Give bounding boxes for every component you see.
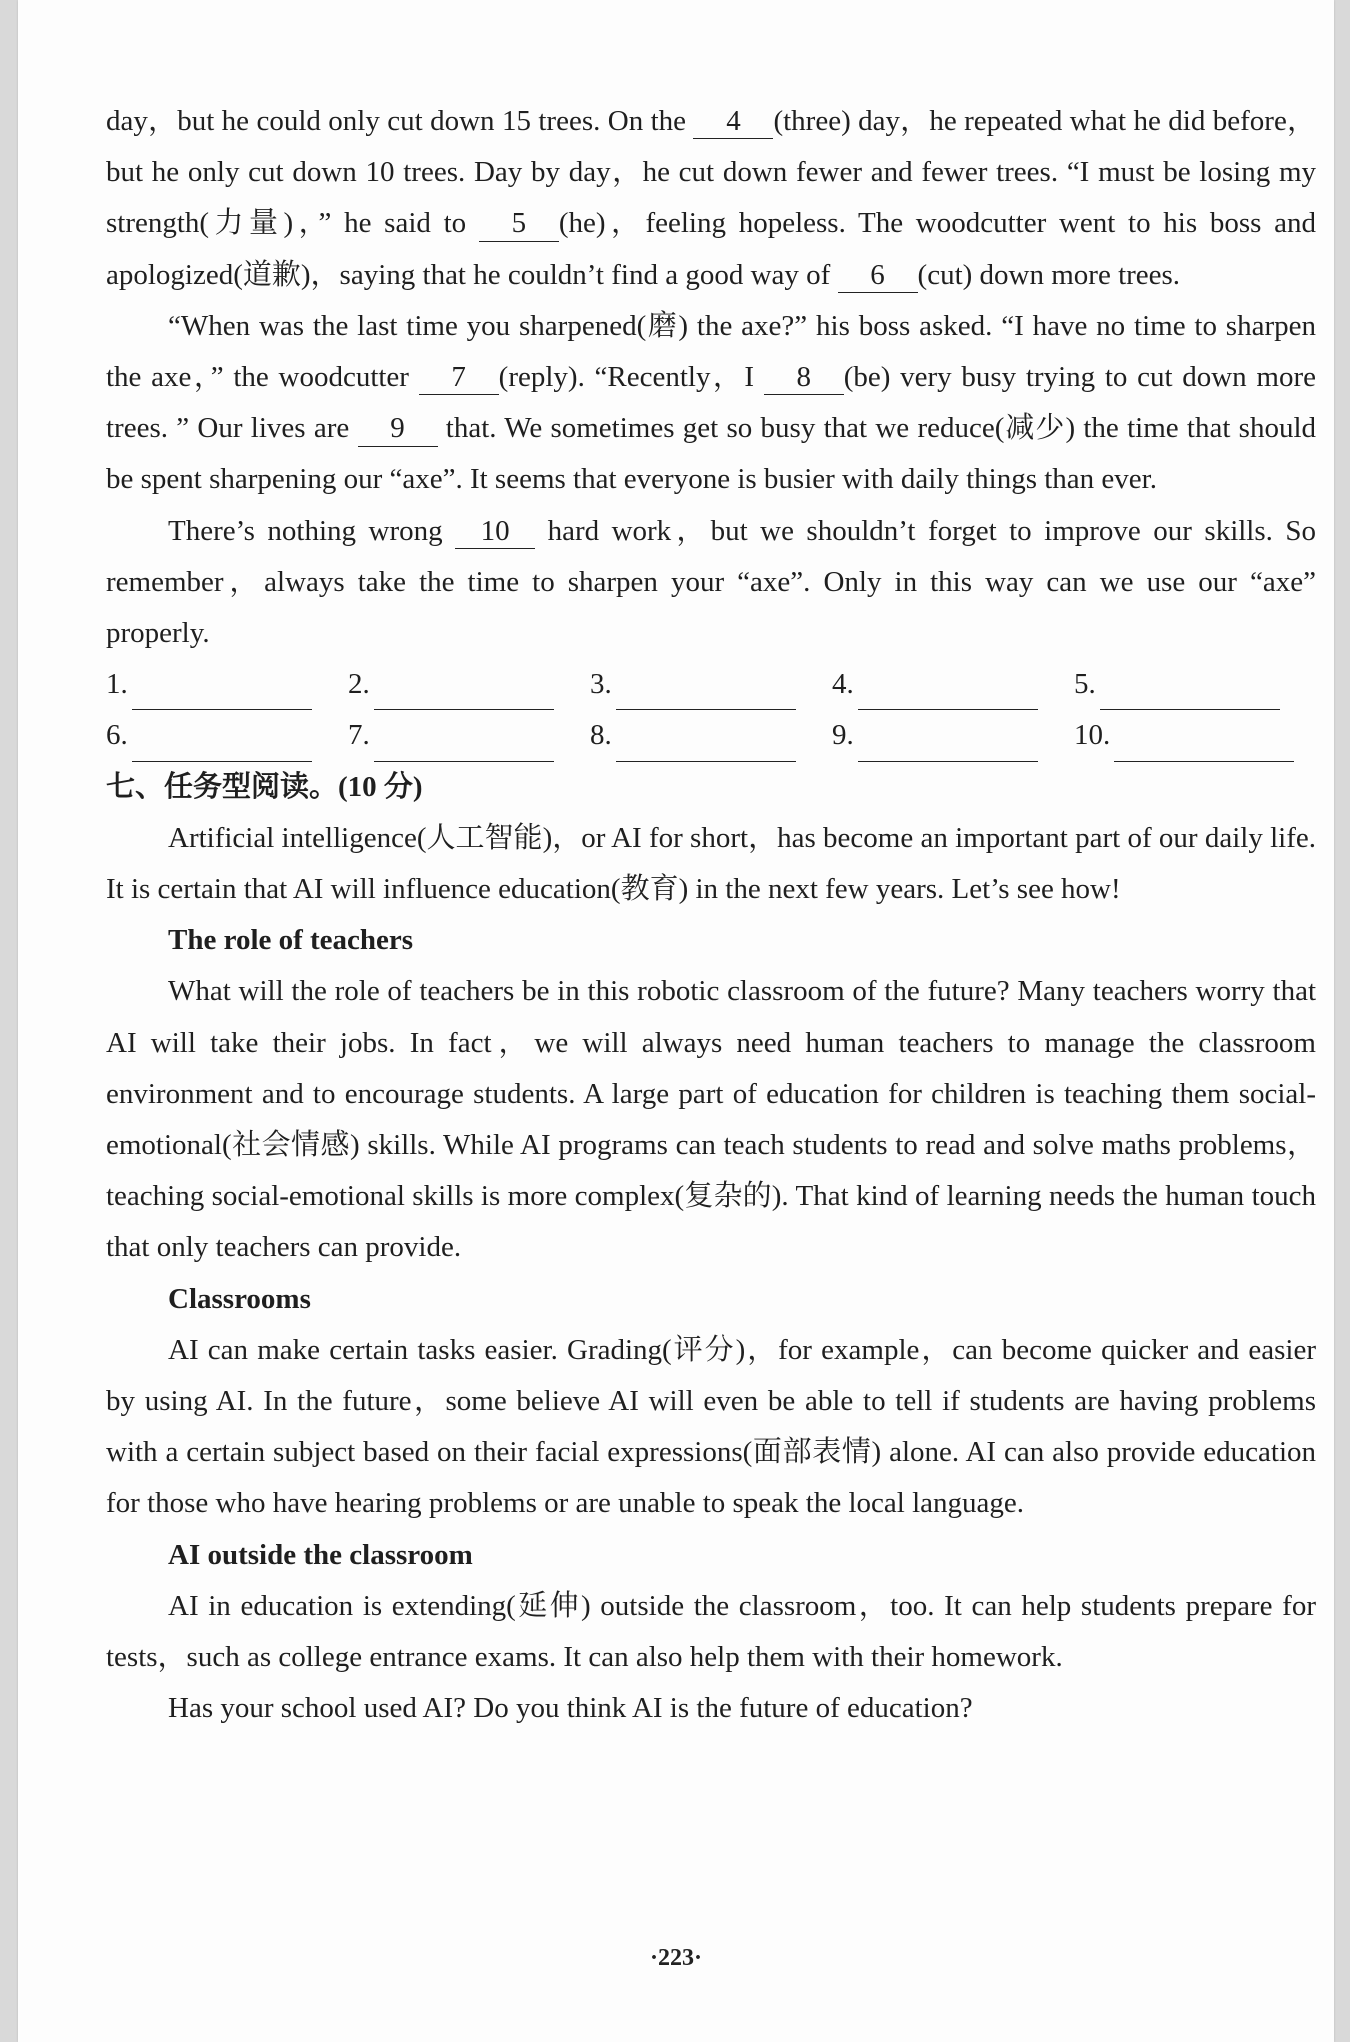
answer-slot-9[interactable]	[832, 710, 1074, 761]
answer-line[interactable]	[132, 727, 312, 762]
blank-9: 9	[358, 412, 438, 446]
answer-line[interactable]	[374, 675, 554, 710]
answer-line[interactable]	[858, 727, 1038, 762]
answer-line[interactable]	[616, 675, 796, 710]
blank-4: 4	[693, 105, 773, 139]
text: There’s nothing wrong	[168, 514, 456, 547]
blank-10: 10	[455, 515, 535, 549]
text: (he)，feeling hopeless. The woodcutter went to his boss and apologized(道歉)，saying that he couldn’t find a good way of	[106, 207, 1316, 291]
text: “When was the last time you sharpened(磨) the axe?” his boss asked. “I have no time to sharpen the axe，” the woodcutter	[106, 309, 1316, 394]
blank-6: 6	[838, 259, 918, 293]
text: that. We sometimes get so busy that we reduce(减少) the time that should be spent sharpening our “axe”. It seems that everyone is busier with daily things than ever.	[106, 412, 1316, 496]
answer-slot-5[interactable]	[1074, 659, 1316, 710]
answer-label: 6.	[106, 719, 128, 752]
subheading-role-of-teachers: The role of teachers	[168, 924, 414, 957]
answer-label: 10.	[1074, 719, 1111, 752]
answer-slot-8[interactable]	[590, 710, 832, 761]
cloze-paragraph-3	[106, 506, 1316, 660]
text: (cut) down more trees.	[917, 258, 1181, 291]
answer-slot-6[interactable]	[106, 710, 348, 761]
cloze-paragraph-1	[106, 96, 1316, 301]
answer-label: 7.	[348, 719, 370, 752]
subheading-classrooms: Classrooms	[168, 1282, 311, 1315]
section-7-title: 七、任务型阅读。(10 分)	[106, 770, 423, 803]
answer-line[interactable]	[374, 727, 554, 762]
answer-label: 4.	[832, 668, 854, 701]
answer-label: 2.	[348, 668, 370, 701]
page-content	[106, 96, 1316, 1735]
paragraph-role-of-teachers: What will the role of teachers be in this robotic classroom of the future? Many teachers worry that AI will take their jobs. In fact，we will always need human teachers to manage the classroom environment and to encourage students. A large part of education for children is teaching them social-emotional(社会情感) skills. While AI programs can teach students to read and solve maths problems，teaching social-emotional skills is more complex(复杂的). That kind of learning needs the human touch that only teachers can provide.	[106, 975, 1316, 1264]
answer-slot-10[interactable]	[1074, 710, 1316, 761]
answer-line[interactable]	[1100, 675, 1280, 710]
answer-line[interactable]	[616, 727, 796, 762]
answer-line[interactable]	[1114, 727, 1294, 762]
answer-line[interactable]	[858, 675, 1038, 710]
text: day，but he could only cut down 15 trees. On the	[106, 105, 694, 137]
answer-row-1	[106, 659, 1316, 710]
page-number: ·223·	[649, 1945, 702, 1971]
paragraph-classrooms: AI can make certain tasks easier. Grading(评分)，for example，can become quicker and easier by using AI. In the future，some believe AI will even be able to tell if students are having problems with a certain subject based on their facial expressions(面部表情) alone. AI can also provide education for those who have hearing problems or are unable to speak the local language.	[106, 1333, 1316, 1520]
answer-slot-2[interactable]	[348, 659, 590, 710]
answer-slot-7[interactable]	[348, 710, 590, 761]
text: hard work，but we shouldn’t forget to improve our skills. So remember，always take the time to sharpen your “axe”. Only in this way can we use our “axe” properly.	[106, 514, 1317, 650]
answer-label: 5.	[1074, 668, 1096, 701]
page-sheet	[18, 0, 1334, 2042]
text: (reply). “Recently，I	[498, 361, 764, 394]
answer-slot-3[interactable]	[590, 659, 832, 710]
text: (be) very busy trying to cut down more trees. ” Our lives are	[106, 361, 1316, 445]
blank-5: 5	[479, 207, 559, 241]
answer-label: 3.	[590, 668, 612, 701]
cloze-paragraph-2	[106, 301, 1316, 506]
blank-7: 7	[419, 361, 499, 395]
paragraph-ai-outside-classroom: AI in education is extending(延伸) outside the classroom，too. It can help students prepare for tests，such as college entrance exams. It can also help them with their homework.	[106, 1589, 1316, 1674]
answer-slot-4[interactable]	[832, 659, 1074, 710]
answer-slot-1[interactable]	[106, 659, 348, 710]
answer-label: 1.	[106, 668, 128, 701]
blank-8: 8	[764, 361, 844, 395]
answer-line[interactable]	[132, 675, 312, 710]
paragraph-closing-question: Has your school used AI? Do you think AI is the future of education?	[168, 1692, 973, 1725]
answer-label: 9.	[832, 719, 854, 752]
subheading-ai-outside-classroom: AI outside the classroom	[168, 1538, 473, 1571]
text: (three) day，he repeated what he did before，but he only cut down 10 trees. Day by day，he cut down fewer and fewer trees. “I must be losing my strength(力量)，” he said to	[106, 105, 1316, 240]
answer-label: 8.	[590, 719, 612, 752]
section-7-intro: Artificial intelligence(人工智能)，or AI for short，has become an important part of our daily life. It is certain that AI will influence education(教育) in the next few years. Let’s see how!	[106, 821, 1316, 906]
answer-row-2	[106, 710, 1316, 761]
